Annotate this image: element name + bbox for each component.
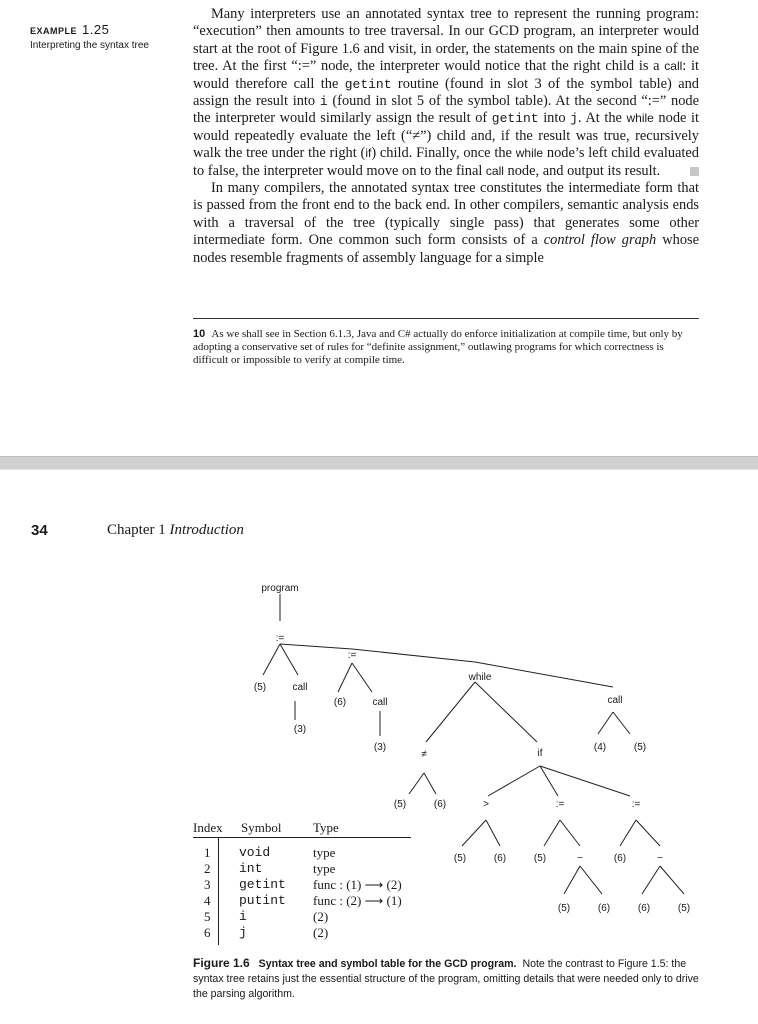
text-run: (found in slot 5 of the symbol table). At the second “:=” node the interpreter would similarly assign the result of — [193, 93, 699, 127]
end-of-example-icon — [690, 167, 699, 176]
edge-spine-2 — [352, 649, 475, 662]
node-if: if — [537, 748, 543, 759]
text-run: i — [319, 94, 328, 110]
header-rule — [193, 837, 411, 838]
node-minus-1: − — [577, 853, 583, 864]
text-run: j — [570, 111, 578, 127]
node-while: while — [468, 672, 492, 683]
text-run: getint — [344, 76, 392, 92]
node-slot-5-a: (5) — [253, 682, 267, 693]
edge-minus1-left — [564, 866, 580, 894]
edge-gt-left — [462, 820, 486, 846]
figure-number: Figure 1.6 — [193, 956, 250, 970]
example-sidebar — [30, 22, 180, 52]
edge-neq-left — [409, 773, 424, 794]
edge-minus1-right — [580, 866, 602, 894]
edge-spine-1 — [280, 644, 352, 649]
text-run: if — [365, 146, 372, 161]
row-symbol: j — [239, 925, 247, 940]
edge-if-mid — [540, 766, 558, 796]
edge-if-right — [540, 766, 630, 796]
row-index: 2 — [204, 861, 211, 876]
text-run: node’s left child evaluated to false, the interpreter would move on to the final — [193, 145, 699, 179]
node-slot-6-c: (6) — [493, 853, 507, 864]
row-symbol: int — [239, 861, 263, 876]
text-run: into — [538, 110, 571, 127]
edge-assign1-left — [263, 644, 280, 675]
example-title: Interpreting the syntax tree — [30, 40, 149, 51]
row-type: func : (1) ⟶ (2) — [313, 877, 402, 892]
node-slot-3-a: (3) — [293, 724, 307, 735]
example-label: EXAMPLE — [30, 26, 78, 36]
page-separator — [0, 456, 758, 470]
node-assign-4: := — [631, 799, 641, 810]
edge-assign3-right — [560, 820, 580, 846]
figure-caption — [193, 956, 699, 1002]
text-run: node it would repeatedly evaluate the left (“≠”) child and, if the result was true, recursively walk the tree under the right ( — [193, 110, 699, 162]
node-slot-5-b: (5) — [393, 799, 407, 810]
edge-while-right — [475, 682, 537, 742]
row-type: type — [313, 861, 336, 876]
header-index: Index — [193, 820, 223, 835]
node-gt: > — [483, 799, 489, 810]
node-call-1: call — [292, 682, 308, 693]
text-run: whose nodes resemble fragments of assembly language for a simple — [193, 232, 699, 266]
edge-assign2-right — [352, 663, 372, 692]
node-minus-2: − — [657, 853, 663, 864]
footnote — [193, 328, 699, 367]
footnote-text: As we shall see in Section 6.1.3, Java and C# actually do enforce initialization at compile time, but only by adopting a conservative set of rules for “definite assignment,” outlawing programs for which correctness is difficult or impossible to verify at compile time. — [193, 328, 683, 366]
row-type: (2) — [313, 909, 329, 924]
edge-call3-left — [598, 712, 613, 734]
text-run: Many interpreters use an annotated syntax tree to represent the running program: “execution” then amounts to tree traversal. In our GCD program, an interpreter would start at the root of Figure 1.6 and visit, in order, the statements on the main spine of the tree. At the first “:=” node, the interpreter would notice that the right child is a — [193, 6, 699, 75]
node-slot-3-b: (3) — [373, 742, 387, 753]
edge-gt-right — [486, 820, 500, 846]
symbol-table-header — [193, 818, 411, 836]
edge-minus2-right — [660, 866, 684, 894]
table-row — [193, 877, 411, 893]
node-slot-6-e: (6) — [597, 903, 611, 914]
edge-assign4-right — [636, 820, 660, 846]
edge-while-left — [426, 682, 475, 742]
row-symbol: i — [239, 909, 247, 924]
row-symbol: putint — [239, 893, 286, 908]
text-run: while — [515, 146, 544, 161]
text-run: call — [485, 163, 504, 178]
edge-call3-right — [613, 712, 630, 734]
example-heading — [30, 22, 180, 37]
node-slot-5-d: (5) — [453, 853, 467, 864]
edge-assign1-right — [280, 644, 298, 675]
edge-assign3-left — [544, 820, 560, 846]
row-index: 5 — [204, 909, 211, 924]
table-row — [193, 861, 411, 877]
table-row — [193, 925, 411, 941]
node-slot-6-d: (6) — [613, 853, 627, 864]
table-row — [193, 845, 411, 861]
row-index: 4 — [204, 893, 211, 908]
text-run: control flow graph — [543, 232, 657, 249]
edge-assign2-left — [338, 663, 352, 692]
table-row — [193, 893, 411, 909]
footnote-number: 10 — [193, 328, 206, 340]
text-run: routine (found in slot 3 of the symbol table) and assign the result into — [193, 75, 699, 110]
row-type: func : (2) ⟶ (1) — [313, 893, 402, 908]
table-row — [193, 909, 411, 925]
text-run: ) child. Finally, once the — [371, 145, 516, 162]
previous-page — [0, 0, 758, 456]
node-slot-4: (4) — [593, 742, 607, 753]
node-assign-3: := — [555, 799, 565, 810]
body-paragraph — [193, 6, 699, 180]
row-index: 1 — [204, 845, 211, 860]
node-slot-5-e: (5) — [533, 853, 547, 864]
chapter-title: Introduction — [169, 522, 244, 538]
text-run: call — [664, 59, 683, 74]
edge-neq-right — [424, 773, 436, 794]
header-symbol: Symbol — [241, 820, 282, 835]
node-slot-5-c: (5) — [633, 742, 647, 753]
text-run: In many compilers, the annotated syntax tree constitutes the intermediate form that is passed from the front end to the back end. In other compilers, semantic analysis ends with a traversal of the tree (typically single pass) that generates some other intermediate form. One common such form consists of a — [193, 180, 699, 249]
text-run: : it would therefore call the — [193, 58, 699, 92]
node-program: program — [261, 583, 299, 594]
row-symbol: void — [239, 845, 271, 860]
text-run: while — [626, 111, 654, 126]
row-type: (2) — [313, 925, 329, 940]
body-paragraph — [193, 180, 699, 267]
footnote-rule — [193, 318, 699, 319]
example-number: 1.25 — [82, 22, 110, 37]
edge-minus2-left — [642, 866, 660, 894]
figure-title: Syntax tree and symbol table for the GCD program. — [258, 958, 517, 970]
row-type: type — [313, 845, 336, 860]
body-text — [193, 6, 699, 267]
edge-if-left — [488, 766, 540, 796]
header-type: Type — [313, 820, 339, 835]
node-slot-6-a: (6) — [333, 697, 347, 708]
edge-spine-3 — [475, 662, 613, 687]
figure-caption-text: Note the contrast to Figure 1.5: the syntax tree retains just the essential structure of the program, omitting details that were needed only to drive the parsing algorithm. — [193, 958, 699, 1000]
row-index: 3 — [204, 877, 211, 892]
node-neq: ≠ — [421, 749, 427, 760]
text-run: . At the — [577, 110, 627, 127]
edge-assign4-left — [620, 820, 636, 846]
node-slot-5-g: (5) — [677, 903, 691, 914]
page-number: 34 — [31, 522, 48, 539]
node-assign-1: := — [275, 633, 285, 644]
node-call-2: call — [372, 697, 388, 708]
node-slot-6-f: (6) — [637, 903, 651, 914]
page-34 — [0, 470, 758, 1024]
node-slot-5-f: (5) — [557, 903, 571, 914]
chapter-label: Chapter 1 — [107, 522, 166, 538]
node-assign-2: := — [347, 650, 357, 661]
text-run: getint — [491, 111, 539, 127]
row-index: 6 — [204, 925, 211, 940]
row-symbol: getint — [239, 877, 286, 892]
node-slot-6-b: (6) — [433, 799, 447, 810]
node-call-3: call — [607, 695, 623, 706]
text-run: node, and output its result. — [503, 162, 661, 179]
